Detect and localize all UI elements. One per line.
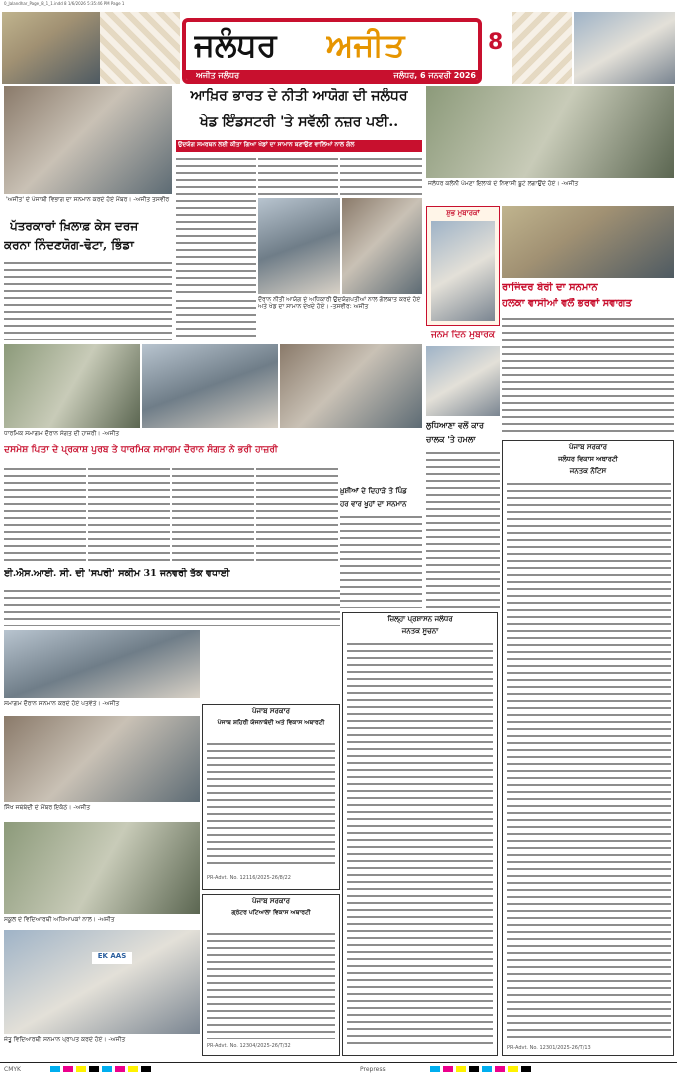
footer-cmyk: CMYK: [4, 1066, 21, 1073]
ad-right-title: ਪੰਜਾਬ ਸਰਕਾਰ: [568, 443, 607, 451]
birthday-label: ਸ਼ੁਭ ਮੁਬਾਰਕਾਂ: [446, 209, 480, 217]
lead-body-col1b: [176, 298, 256, 342]
ad-right-notice: ਜਨਤਕ ਨੋਟਿਸ: [569, 467, 607, 475]
ad-right-subtitle: ਜਲੰਧਰ ਵਿਕਾਸ ਅਥਾਰਟੀ: [558, 455, 618, 463]
ad3-title: ਪੰਜਾਬ ਸਰਕਾਰ: [251, 897, 290, 905]
lead-body-col3: [340, 156, 422, 196]
gurpurab-body-4: [256, 466, 338, 566]
ad-right-tender: [502, 440, 674, 1056]
footer-color-bars: [50, 1066, 350, 1074]
masthead: [0, 10, 677, 84]
lead-headline-2: ਖੇਡ ਇੰਡਸਟਰੀ 'ਤੇ ਸਵੱਲੀ ਨਜ਼ਰ ਪਈ..: [199, 114, 399, 130]
small-story-headline-2: ਹਰ ਵਾਰ ਖੂਹਾਂ ਦਾ ਸਨਮਾਨ: [340, 499, 407, 508]
masthead-pattern-left: [100, 12, 180, 84]
masthead-right-photo: [574, 12, 675, 84]
left-photo-caption-2: ਸਿੱਖ ਜਥੇਬੰਦੀ ਦੇ ਮੈਂਬਰ ਇਕੱਠੇ। -ਅਜੀਤ: [4, 804, 91, 811]
lead-subhead: ਉਦਯੋਗ ਸਮਰਥਨ ਲਈ ਕੀਤਾ ਗਿਆ ਖੇਡਾਂ ਦਾ ਸਾਮਾਨ ਬਣਾਉਣ ਵਾਲਿਆਂ ਨਾਲ ਗੱਲ: [178, 141, 355, 148]
ludhiana-headline-2: ਚਾਲਕ 'ਤੇ ਹਮਲਾ: [426, 434, 476, 444]
ad-punjab-sarkar-2: [202, 704, 340, 890]
mid-notice: [342, 612, 498, 1056]
ludhiana-body: [426, 450, 500, 610]
birthday-box: [426, 206, 500, 326]
ludhiana-headline-1: ਲੁਧਿਆਣਾ ਵਲੋਂ ਕਾਰ: [426, 420, 484, 430]
top-left-headline-2: ਕਰਨਾ ਨਿੰਦਣਯੋਗ-ਢੋਟਾ, ਭਿੰਡਾ: [4, 238, 134, 252]
lead-headline-1: ਆਖ਼ਿਰ ਭਾਰਤ ਦੇ ਨੀਤੀ ਆਯੋਗ ਦੀ ਜਲੰਧਰ: [190, 88, 408, 104]
small-story-headline-1: ਖ਼ੁਸ਼ੀਆਂ ਦੇ ਦਿਹਾੜੇ ਤੇ ਪਿੰਡ: [340, 486, 407, 495]
mid-notice-subtitle: ਜਨਤਕ ਸੂਚਨਾ: [401, 627, 439, 635]
footer-rule: [0, 1062, 677, 1063]
esi-body: [4, 588, 340, 626]
lead-body-col1: [176, 156, 256, 296]
masthead-sub-left: ਅਜੀਤ ਜਲੰਧਰ: [196, 71, 240, 80]
left-photo-1: [4, 630, 200, 698]
birthday-banner: ਜਨਮ ਦਿਨ ਮੁਬਾਰਕ: [430, 330, 495, 340]
top-right-caption: ਜਲੰਧਰ ਕਲੋਨੀ ਪੰਮਣਾ ਇਲਾਕੇ ਦੇ ਨਿਵਾਸੀ ਬੂਟੇ ਲਗਾਉਂਦੇ ਹੋਏ। -ਅਜੀਤ: [428, 180, 579, 187]
gurpurab-body-2: [88, 466, 170, 566]
masthead-title-box: [182, 18, 482, 84]
footer-color-bars-right: [430, 1066, 670, 1074]
masthead-title-right: ਅਜੀਤ: [326, 26, 405, 64]
masthead-date: ਜਲੰਧਰ, 6 ਜਨਵਰੀ 2026: [393, 71, 476, 80]
ad2-subtitle: ਪੰਜਾਬ ਸ਼ਹਿਰੀ ਯੋਜਨਾਬੰਦੀ ਅਤੇ ਵਿਕਾਸ ਅਥਾਰਟੀ: [217, 719, 325, 726]
mid-notice-body: [347, 641, 493, 1047]
ad3-ref: PR-Advt. No. 12304/2025-26/T/32: [207, 1043, 291, 1049]
top-left-photo: [4, 86, 172, 194]
left-photo-caption-3: ਸਕੂਲ ਦੇ ਵਿਦਿਆਰਥੀ ਅਧਿਆਪਕਾਂ ਨਾਲ। -ਅਜੀਤ: [4, 916, 115, 923]
left-photo-3: [4, 822, 200, 914]
lead-photo-caption: ਦੌਰਾਨ ਨੀਤੀ ਆਯੋਗ ਦੇ ਅਧਿਕਾਰੀ ਉਦਯੋਗਪਤੀਆਂ ਨਾਲ ਗੱਲਬਾਤ ਕਰਦੇ ਹੋਏ ਅਤੇ ਖੇਡ ਦਾ ਸਾਮਾਨ ਦੇਖਦੇ ਹੋਏ। -ਤਸਵੀਰ: ਅਜੀਤ: [258, 296, 421, 311]
gurpurab-photo-3: [280, 344, 422, 428]
ad-punjab-sarkar-3: [202, 894, 340, 1056]
top-right-photo: [426, 86, 674, 178]
birthday-photo: [431, 221, 495, 321]
small-story-body: [340, 514, 422, 608]
print-line: 0_Jalandhar_Page_8_1_1.indd 8 1/6/2026 5:35:46 PM Page 1: [4, 1, 125, 6]
top-right-headline-1: ਰਾਜਿੰਦਰ ਬੇਰੀ ਦਾ ਸਨਮਾਨ: [502, 282, 598, 293]
ad-right-body: [507, 481, 671, 1041]
gurpurab-body-1: [4, 466, 86, 566]
masthead-page-number: 8: [488, 30, 504, 55]
lead-photo-1: [258, 198, 340, 294]
gurpurab-photo-1: [4, 344, 140, 428]
top-left-headline-1: ਪੱਤਰਕਾਰਾਂ ਖ਼ਿਲਾਫ਼ ਕੇਸ ਦਰਜ: [10, 219, 139, 233]
ek-aas-logo: EK AAS: [92, 952, 132, 964]
masthead-left-photo: [2, 12, 100, 84]
mid-notice-title: ਜ਼ਿਲ੍ਹਾ ਪ੍ਰਸ਼ਾਸਨ ਜਲੰਧਰ: [387, 615, 453, 623]
left-photo-caption-1: ਸਮਾਗਮ ਦੌਰਾਨ ਸਨਮਾਨ ਕਰਦੇ ਹੋਏ ਪਤਵੰਤੇ। -ਅਜੀਤ: [4, 700, 120, 707]
ad2-title: ਪੰਜਾਬ ਸਰਕਾਰ: [251, 707, 290, 715]
ad2-body: [207, 741, 335, 869]
gurpurab-headline: ਦਸਮੇਸ਼ ਪਿਤਾ ਦੇ ਪ੍ਰਕਾਸ਼ ਪੁਰਬ ਤੇ ਧਾਰਮਿਕ ਸਮਾਗਮ ਦੌਰਾਨ ਸੰਗਤ ਨੇ ਭਰੀ ਹਾਜ਼ਰੀ: [4, 444, 278, 455]
birthday-photo-2: [426, 346, 500, 416]
gurpurab-body-3: [172, 466, 254, 566]
gurpurab-photo-2: [142, 344, 278, 428]
top-left-caption: 'ਅਜੀਤ' ਦੇ ਪੰਜਾਬੀ ਵਿਭਾਗ ਦਾ ਸਨਮਾਨ ਕਰਦੇ ਹੋਏ ਮੈਂਬਰ। -ਅਜੀਤ ਤਸਵੀਰ: [6, 196, 170, 203]
lead-body-col2: [258, 156, 338, 196]
ad3-body: [207, 931, 335, 1039]
footer-label: Prepress: [360, 1066, 386, 1073]
top-left-body: [4, 260, 172, 340]
left-photo-4: [4, 930, 200, 1034]
ad2-ref: PR-Advt. No. 12116/2025-26/8/22: [207, 875, 291, 881]
ad3-subtitle: ਗ੍ਰੇਟਰ ਪਟਿਆਲਾ ਵਿਕਾਸ ਅਥਾਰਟੀ: [231, 909, 311, 916]
masthead-title-left: ਜਲੰਧਰ: [194, 26, 277, 64]
lead-photo-2: [342, 198, 422, 294]
left-photo-caption-4: ਜੇਤੂ ਵਿਦਿਆਰਥੀ ਸਨਮਾਨ ਪ੍ਰਾਪਤ ਕਰਦੇ ਹੋਏ। -ਅਜੀਤ: [4, 1036, 126, 1043]
ad-right-ref: PR-Advt. No. 12301/2025-26/T/13: [507, 1045, 591, 1051]
gurpurab-caption: ਧਾਰਮਿਕ ਸਮਾਗਮ ਦੌਰਾਨ ਸੰਗਤ ਦੀ ਹਾਜ਼ਰੀ। -ਅਜੀਤ: [4, 430, 120, 437]
top-right-photo-2: [502, 206, 674, 278]
esi-headline: ਈ.ਐਸ.ਆਈ. ਸੀ. ਦੀ 'ਸਪਰੀ' ਸਕੀਮ 31 ਜਨਵਰੀ ਤੱਕ ਵਧਾਈ: [4, 568, 230, 579]
left-photo-2: [4, 716, 200, 802]
top-right-headline-2: ਹਲਕਾ ਵਾਸੀਆਂ ਵਲੋਂ ਭਰਵਾਂ ਸਵਾਗਤ: [502, 298, 632, 309]
top-right-body: [502, 316, 674, 436]
masthead-pattern-right: [512, 12, 572, 84]
